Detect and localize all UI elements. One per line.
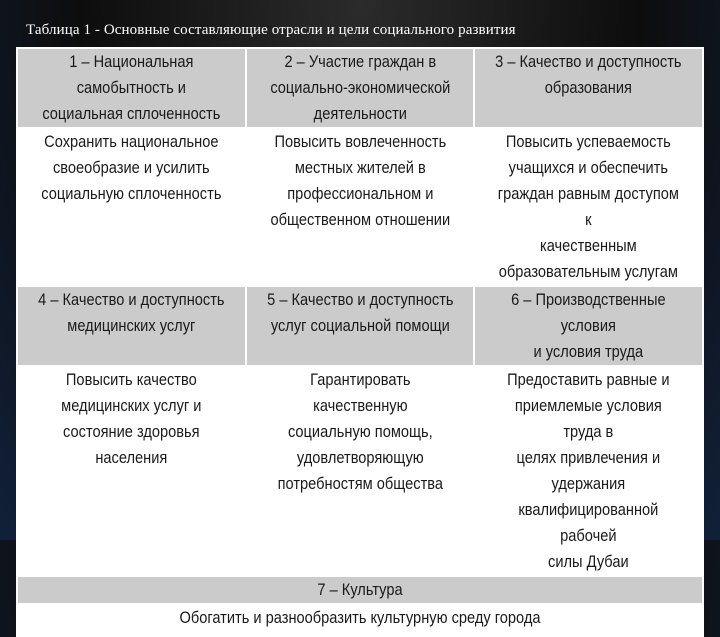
sector-header-2: 2 – Участие граждан в социально-экономической деятельности (246, 48, 475, 128)
goal-cell-1: Сохранить национальное своеобразие и усилить социальную сплоченность (17, 128, 246, 286)
table-row (17, 286, 703, 366)
table-row (17, 48, 703, 128)
sector-header-7: 7 – Культура (17, 576, 703, 604)
sector-header-1: 1 – Национальная самобытность и социальная сплоченность (17, 48, 246, 128)
table-row (17, 576, 703, 604)
sector-header-6: 6 – Производственные условия и условия труда (474, 286, 703, 366)
goal-cell-2: Повысить вовлеченность местных жителей в профессиональном и общественном отношении (246, 128, 475, 286)
sector-header-4: 4 – Качество и доступность медицинских услуг (17, 286, 246, 366)
goals-table (16, 47, 704, 627)
goal-cell-6: Предоставить равные и приемлемые условия труда в целях привлечения и удержания квалифицированной рабочей силы Дубаи (474, 366, 703, 576)
table-row (17, 128, 703, 286)
slide-title: Таблица 1 - Основные составляющие отрасли и цели социального развития (26, 22, 516, 38)
goal-cell-5: Гарантировать качественную социальную помощь, удовлетворяющую потребностям общества (246, 366, 475, 576)
sector-header-5: 5 – Качество и доступность услуг социальной помощи (246, 286, 475, 366)
table-row (17, 366, 703, 576)
goal-cell-4: Повысить качество медицинских услуг и состояние здоровья населения (17, 366, 246, 576)
goal-cell-7: Обогатить и разнообразить культурную среду города (17, 604, 703, 636)
table-row (17, 604, 703, 636)
sector-header-3: 3 – Качество и доступность образования (474, 48, 703, 128)
goal-cell-3: Повысить успеваемость учащихся и обеспечить граждан равным доступом к качественным образовательным услугам (474, 128, 703, 286)
